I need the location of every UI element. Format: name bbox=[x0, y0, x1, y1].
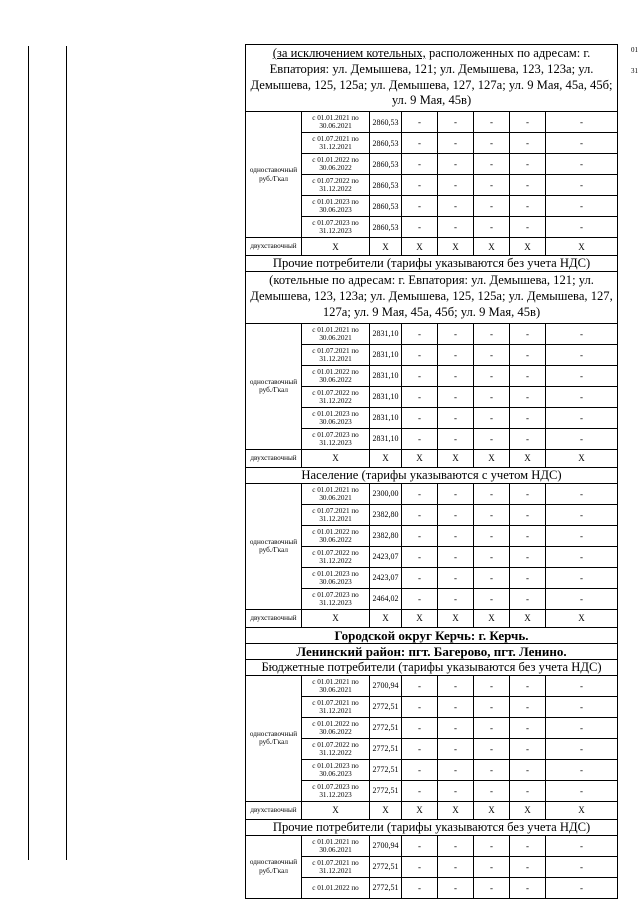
tariff-row bbox=[246, 675, 618, 696]
empty-cell: - bbox=[474, 738, 510, 759]
period-cell: с 01.07.2021 по 31.12.2021 bbox=[302, 133, 370, 154]
period-cell: с 01.01.2023 по 30.06.2023 bbox=[302, 759, 370, 780]
two-rate-value: X bbox=[438, 609, 474, 627]
tariff-row bbox=[246, 133, 618, 154]
period-cell: с 01.07.2023 по 31.12.2023 bbox=[302, 217, 370, 238]
empty-cell: - bbox=[510, 323, 546, 344]
edge-mark-top: 01 bbox=[631, 46, 638, 54]
empty-cell: - bbox=[474, 386, 510, 407]
period-cell: с 01.01.2022 по 30.06.2022 bbox=[302, 365, 370, 386]
tariff-row bbox=[246, 365, 618, 386]
tariff-value: 2464,02 bbox=[370, 588, 402, 609]
empty-cell: - bbox=[438, 154, 474, 175]
empty-cell: - bbox=[474, 196, 510, 217]
tariff-value: 2860,53 bbox=[370, 154, 402, 175]
period-cell: с 01.07.2021 по 31.12.2021 bbox=[302, 856, 370, 877]
empty-cell: - bbox=[510, 386, 546, 407]
period-cell: с 01.01.2021 по 30.06.2021 bbox=[302, 675, 370, 696]
period-cell: с 01.01.2021 по 30.06.2021 bbox=[302, 835, 370, 856]
period-cell: с 01.07.2022 по 31.12.2022 bbox=[302, 738, 370, 759]
tariff-value: 2831,10 bbox=[370, 344, 402, 365]
two-rate-value: X bbox=[474, 609, 510, 627]
empty-cell: - bbox=[438, 344, 474, 365]
empty-cell: - bbox=[510, 675, 546, 696]
empty-cell: - bbox=[474, 588, 510, 609]
empty-cell: - bbox=[474, 856, 510, 877]
address-note-underlined: (за исключением котельных, bbox=[272, 46, 426, 60]
region-heading-row bbox=[246, 643, 618, 659]
tariff-row bbox=[246, 835, 618, 856]
empty-cell: - bbox=[546, 428, 618, 449]
two-rate-value: X bbox=[370, 609, 402, 627]
empty-cell: - bbox=[510, 407, 546, 428]
period-cell: с 01.07.2022 по 31.12.2022 bbox=[302, 175, 370, 196]
empty-cell: - bbox=[546, 696, 618, 717]
section-title: Прочие потребители (тарифы указываются без учета НДС) bbox=[246, 256, 618, 272]
address-note bbox=[246, 272, 618, 323]
empty-cell: - bbox=[402, 133, 438, 154]
empty-cell: - bbox=[546, 386, 618, 407]
single-rate-label: одноставочный руб./Гкал bbox=[246, 483, 302, 609]
empty-cell: - bbox=[546, 567, 618, 588]
consumer-group-title: Бюджетные потребители (тарифы указываются без учета НДС) bbox=[246, 659, 618, 675]
empty-cell: - bbox=[438, 588, 474, 609]
empty-cell: - bbox=[510, 154, 546, 175]
empty-cell: - bbox=[474, 323, 510, 344]
empty-cell: - bbox=[546, 154, 618, 175]
empty-cell: - bbox=[474, 675, 510, 696]
two-rate-label: двухставочный bbox=[246, 609, 302, 627]
two-rate-value: X bbox=[370, 449, 402, 467]
empty-cell: - bbox=[510, 504, 546, 525]
empty-cell: - bbox=[402, 365, 438, 386]
empty-cell: - bbox=[510, 738, 546, 759]
tariff-row bbox=[246, 175, 618, 196]
empty-cell: - bbox=[510, 344, 546, 365]
empty-cell: - bbox=[438, 133, 474, 154]
empty-cell: - bbox=[546, 877, 618, 898]
tariff-row bbox=[246, 856, 618, 877]
empty-cell: - bbox=[438, 365, 474, 386]
empty-cell: - bbox=[546, 525, 618, 546]
empty-cell: - bbox=[438, 386, 474, 407]
period-cell: с 01.07.2022 по 31.12.2022 bbox=[302, 546, 370, 567]
consumer-group-title: Население (тарифы указываются с учетом НДС) bbox=[246, 467, 618, 483]
empty-cell: - bbox=[438, 217, 474, 238]
empty-cell: - bbox=[438, 738, 474, 759]
period-cell: с 01.07.2023 по 31.12.2023 bbox=[302, 428, 370, 449]
tariff-value: 2772,51 bbox=[370, 759, 402, 780]
empty-cell: - bbox=[546, 835, 618, 856]
empty-cell: - bbox=[546, 175, 618, 196]
tariff-table bbox=[245, 44, 618, 899]
two-rate-value: X bbox=[474, 801, 510, 819]
two-rate-label: двухставочный bbox=[246, 449, 302, 467]
empty-cell: - bbox=[438, 780, 474, 801]
two-rate-value: X bbox=[402, 238, 438, 256]
empty-cell: - bbox=[402, 738, 438, 759]
two-rate-row bbox=[246, 609, 618, 627]
empty-cell: - bbox=[438, 483, 474, 504]
empty-cell: - bbox=[546, 675, 618, 696]
two-rate-value: X bbox=[302, 609, 370, 627]
single-rate-label: одноставочный руб./Гкал bbox=[246, 323, 302, 449]
empty-cell: - bbox=[402, 877, 438, 898]
empty-cell: - bbox=[546, 344, 618, 365]
period-cell: с 01.01.2023 по 30.06.2023 bbox=[302, 196, 370, 217]
tariff-value: 2772,51 bbox=[370, 717, 402, 738]
empty-cell: - bbox=[546, 504, 618, 525]
tariff-row bbox=[246, 196, 618, 217]
two-rate-value: X bbox=[510, 238, 546, 256]
two-rate-row bbox=[246, 238, 618, 256]
empty-cell: - bbox=[402, 175, 438, 196]
empty-cell: - bbox=[438, 567, 474, 588]
period-cell: с 01.07.2022 по 31.12.2022 bbox=[302, 386, 370, 407]
tariff-value: 2860,53 bbox=[370, 175, 402, 196]
tariff-row bbox=[246, 483, 618, 504]
consumer-group-row bbox=[246, 819, 618, 835]
empty-cell: - bbox=[546, 217, 618, 238]
empty-cell: - bbox=[402, 344, 438, 365]
empty-cell: - bbox=[438, 323, 474, 344]
address-note-row bbox=[246, 45, 618, 112]
period-cell: с 01.01.2023 по 30.06.2023 bbox=[302, 567, 370, 588]
empty-cell: - bbox=[546, 717, 618, 738]
left-margin-line bbox=[28, 46, 29, 860]
empty-cell: - bbox=[474, 217, 510, 238]
empty-cell: - bbox=[546, 483, 618, 504]
empty-cell: - bbox=[438, 877, 474, 898]
empty-cell: - bbox=[438, 112, 474, 133]
period-cell: с 01.01.2022 по 30.06.2022 bbox=[302, 717, 370, 738]
empty-cell: - bbox=[438, 196, 474, 217]
empty-cell: - bbox=[474, 504, 510, 525]
empty-cell: - bbox=[402, 504, 438, 525]
empty-cell: - bbox=[510, 717, 546, 738]
tariff-row bbox=[246, 546, 618, 567]
empty-cell: - bbox=[510, 835, 546, 856]
tariff-value: 2382,80 bbox=[370, 504, 402, 525]
empty-cell: - bbox=[546, 365, 618, 386]
left-column-line bbox=[66, 46, 67, 860]
tariff-value: 2382,80 bbox=[370, 525, 402, 546]
empty-cell: - bbox=[402, 696, 438, 717]
tariff-row bbox=[246, 504, 618, 525]
tariff-value: 2831,10 bbox=[370, 323, 402, 344]
empty-cell: - bbox=[474, 877, 510, 898]
empty-cell: - bbox=[402, 856, 438, 877]
empty-cell: - bbox=[402, 323, 438, 344]
address-note-text: расположенных по адресам: г. Евпатория: ул. Демышева, 121; ул. Демышева, 123, 123а; ул. Демышева, 125, 125а; ул. Демышева, 127, 127а; ул. 9 Мая, 45а, 45б; ул. 9 Мая, 45в) bbox=[250, 46, 613, 108]
empty-cell: - bbox=[402, 780, 438, 801]
two-rate-value: X bbox=[302, 238, 370, 256]
empty-cell: - bbox=[546, 196, 618, 217]
empty-cell: - bbox=[546, 112, 618, 133]
empty-cell: - bbox=[510, 780, 546, 801]
two-rate-value: X bbox=[546, 449, 618, 467]
empty-cell: - bbox=[474, 780, 510, 801]
two-rate-value: X bbox=[510, 449, 546, 467]
empty-cell: - bbox=[474, 428, 510, 449]
empty-cell: - bbox=[510, 567, 546, 588]
period-cell: с 01.01.2023 по 30.06.2023 bbox=[302, 407, 370, 428]
empty-cell: - bbox=[546, 856, 618, 877]
empty-cell: - bbox=[402, 525, 438, 546]
empty-cell: - bbox=[510, 112, 546, 133]
empty-cell: - bbox=[402, 483, 438, 504]
single-rate-label: одноставочный руб./Гкал bbox=[246, 675, 302, 801]
empty-cell: - bbox=[438, 428, 474, 449]
empty-cell: - bbox=[402, 567, 438, 588]
empty-cell: - bbox=[474, 696, 510, 717]
tariff-value: 2860,53 bbox=[370, 133, 402, 154]
tariff-row bbox=[246, 323, 618, 344]
tariff-value: 2772,51 bbox=[370, 696, 402, 717]
two-rate-value: X bbox=[302, 449, 370, 467]
empty-cell: - bbox=[474, 759, 510, 780]
period-cell: с 01.07.2021 по 31.12.2021 bbox=[302, 504, 370, 525]
empty-cell: - bbox=[546, 738, 618, 759]
empty-cell: - bbox=[438, 835, 474, 856]
empty-cell: - bbox=[474, 483, 510, 504]
tariff-row bbox=[246, 217, 618, 238]
empty-cell: - bbox=[402, 428, 438, 449]
two-rate-value: X bbox=[402, 609, 438, 627]
empty-cell: - bbox=[546, 323, 618, 344]
edge-mark-second: 31 bbox=[631, 67, 638, 75]
period-cell: с 01.01.2021 по 30.06.2021 bbox=[302, 112, 370, 133]
empty-cell: - bbox=[402, 217, 438, 238]
period-cell: с 01.07.2023 по 31.12.2023 bbox=[302, 780, 370, 801]
empty-cell: - bbox=[474, 133, 510, 154]
tariff-value: 2300,00 bbox=[370, 483, 402, 504]
tariff-row bbox=[246, 154, 618, 175]
empty-cell: - bbox=[438, 407, 474, 428]
empty-cell: - bbox=[510, 856, 546, 877]
tariff-value: 2860,53 bbox=[370, 112, 402, 133]
empty-cell: - bbox=[402, 759, 438, 780]
empty-cell: - bbox=[510, 877, 546, 898]
empty-cell: - bbox=[474, 835, 510, 856]
tariff-row bbox=[246, 738, 618, 759]
period-cell: с 01.07.2021 по 31.12.2021 bbox=[302, 344, 370, 365]
two-rate-label: двухставочный bbox=[246, 801, 302, 819]
tariff-value: 2700,94 bbox=[370, 675, 402, 696]
single-rate-label: одноставочный руб./Гкал bbox=[246, 112, 302, 238]
two-rate-value: X bbox=[302, 801, 370, 819]
empty-cell: - bbox=[546, 133, 618, 154]
two-rate-value: X bbox=[438, 801, 474, 819]
empty-cell: - bbox=[546, 588, 618, 609]
tariff-row bbox=[246, 112, 618, 133]
tariff-row bbox=[246, 696, 618, 717]
empty-cell: - bbox=[402, 407, 438, 428]
empty-cell: - bbox=[474, 365, 510, 386]
empty-cell: - bbox=[510, 133, 546, 154]
tariff-value: 2423,07 bbox=[370, 567, 402, 588]
period-cell: с 01.01.2022 по 30.06.2022 bbox=[302, 525, 370, 546]
tariff-row bbox=[246, 386, 618, 407]
single-rate-label: одноставочный руб./Гкал bbox=[246, 835, 302, 898]
empty-cell: - bbox=[438, 546, 474, 567]
period-cell: с 01.01.2021 по 30.06.2021 bbox=[302, 483, 370, 504]
tariff-value: 2860,53 bbox=[370, 217, 402, 238]
two-rate-value: X bbox=[402, 449, 438, 467]
tariff-row bbox=[246, 877, 618, 898]
empty-cell: - bbox=[438, 675, 474, 696]
tariff-value: 2831,10 bbox=[370, 407, 402, 428]
tariff-value: 2423,07 bbox=[370, 546, 402, 567]
tariff-value: 2860,53 bbox=[370, 196, 402, 217]
tariff-value: 2831,10 bbox=[370, 365, 402, 386]
period-cell: с 01.07.2023 по 31.12.2023 bbox=[302, 588, 370, 609]
two-rate-label: двухставочный bbox=[246, 238, 302, 256]
tariff-value: 2772,51 bbox=[370, 780, 402, 801]
empty-cell: - bbox=[474, 546, 510, 567]
empty-cell: - bbox=[402, 112, 438, 133]
region-heading-row bbox=[246, 627, 618, 643]
two-rate-value: X bbox=[510, 609, 546, 627]
tariff-row bbox=[246, 344, 618, 365]
address-note-text: (котельные по адресам: г. Евпатория: ул. Демышева, 121; ул. Демышева, 123, 123а; ул. Демышева, 125, 125а; ул. Демышева, 127, 127а; ул. 9 Мая, 45а, 45б; ул. 9 Мая, 45в) bbox=[250, 273, 613, 319]
tariff-value: 2772,51 bbox=[370, 738, 402, 759]
two-rate-value: X bbox=[402, 801, 438, 819]
consumer-group-row bbox=[246, 659, 618, 675]
empty-cell: - bbox=[546, 407, 618, 428]
empty-cell: - bbox=[510, 588, 546, 609]
empty-cell: - bbox=[402, 546, 438, 567]
empty-cell: - bbox=[510, 759, 546, 780]
empty-cell: - bbox=[438, 856, 474, 877]
address-note bbox=[246, 45, 618, 112]
two-rate-value: X bbox=[546, 801, 618, 819]
consumer-group-row bbox=[246, 467, 618, 483]
empty-cell: - bbox=[546, 759, 618, 780]
two-rate-value: X bbox=[546, 609, 618, 627]
tariff-row bbox=[246, 525, 618, 546]
empty-cell: - bbox=[474, 344, 510, 365]
tariff-value: 2831,10 bbox=[370, 386, 402, 407]
two-rate-value: X bbox=[474, 449, 510, 467]
tariff-value: 2772,51 bbox=[370, 877, 402, 898]
two-rate-value: X bbox=[438, 238, 474, 256]
empty-cell: - bbox=[402, 588, 438, 609]
two-rate-value: X bbox=[370, 238, 402, 256]
empty-cell: - bbox=[474, 112, 510, 133]
period-cell: с 01.01.2022 по 30.06.2022 bbox=[302, 154, 370, 175]
consumer-group-title: Прочие потребители (тарифы указываются без учета НДС) bbox=[246, 819, 618, 835]
period-cell: с 01.01.2022 по bbox=[302, 877, 370, 898]
empty-cell: - bbox=[546, 780, 618, 801]
empty-cell: - bbox=[402, 386, 438, 407]
two-rate-value: X bbox=[438, 449, 474, 467]
empty-cell: - bbox=[402, 835, 438, 856]
empty-cell: - bbox=[438, 175, 474, 196]
tariff-value: 2831,10 bbox=[370, 428, 402, 449]
two-rate-row bbox=[246, 801, 618, 819]
section-title-row bbox=[246, 256, 618, 272]
empty-cell: - bbox=[510, 525, 546, 546]
empty-cell: - bbox=[546, 546, 618, 567]
empty-cell: - bbox=[474, 717, 510, 738]
empty-cell: - bbox=[402, 675, 438, 696]
empty-cell: - bbox=[474, 525, 510, 546]
empty-cell: - bbox=[402, 196, 438, 217]
region-heading: Ленинский район: пгт. Багерово, пгт. Ленино. bbox=[246, 643, 618, 659]
tariff-value: 2772,51 bbox=[370, 856, 402, 877]
empty-cell: - bbox=[510, 546, 546, 567]
empty-cell: - bbox=[510, 365, 546, 386]
empty-cell: - bbox=[474, 154, 510, 175]
empty-cell: - bbox=[438, 717, 474, 738]
tariff-row bbox=[246, 780, 618, 801]
tariff-row bbox=[246, 759, 618, 780]
two-rate-value: X bbox=[546, 238, 618, 256]
empty-cell: - bbox=[438, 525, 474, 546]
empty-cell: - bbox=[474, 175, 510, 196]
two-rate-value: X bbox=[474, 238, 510, 256]
tariff-row bbox=[246, 428, 618, 449]
empty-cell: - bbox=[438, 759, 474, 780]
two-rate-value: X bbox=[510, 801, 546, 819]
tariff-row bbox=[246, 407, 618, 428]
tariff-row bbox=[246, 588, 618, 609]
tariff-value: 2700,94 bbox=[370, 835, 402, 856]
empty-cell: - bbox=[474, 407, 510, 428]
empty-cell: - bbox=[510, 217, 546, 238]
empty-cell: - bbox=[474, 567, 510, 588]
empty-cell: - bbox=[510, 428, 546, 449]
tariff-row bbox=[246, 567, 618, 588]
empty-cell: - bbox=[438, 696, 474, 717]
address-note-row bbox=[246, 272, 618, 323]
empty-cell: - bbox=[510, 696, 546, 717]
empty-cell: - bbox=[438, 504, 474, 525]
empty-cell: - bbox=[510, 483, 546, 504]
empty-cell: - bbox=[510, 196, 546, 217]
region-heading: Городской округ Керчь: г. Керчь. bbox=[246, 627, 618, 643]
empty-cell: - bbox=[510, 175, 546, 196]
two-rate-value: X bbox=[370, 801, 402, 819]
period-cell: с 01.07.2021 по 31.12.2021 bbox=[302, 696, 370, 717]
empty-cell: - bbox=[402, 717, 438, 738]
tariff-row bbox=[246, 717, 618, 738]
period-cell: с 01.01.2021 по 30.06.2021 bbox=[302, 323, 370, 344]
two-rate-row bbox=[246, 449, 618, 467]
empty-cell: - bbox=[402, 154, 438, 175]
